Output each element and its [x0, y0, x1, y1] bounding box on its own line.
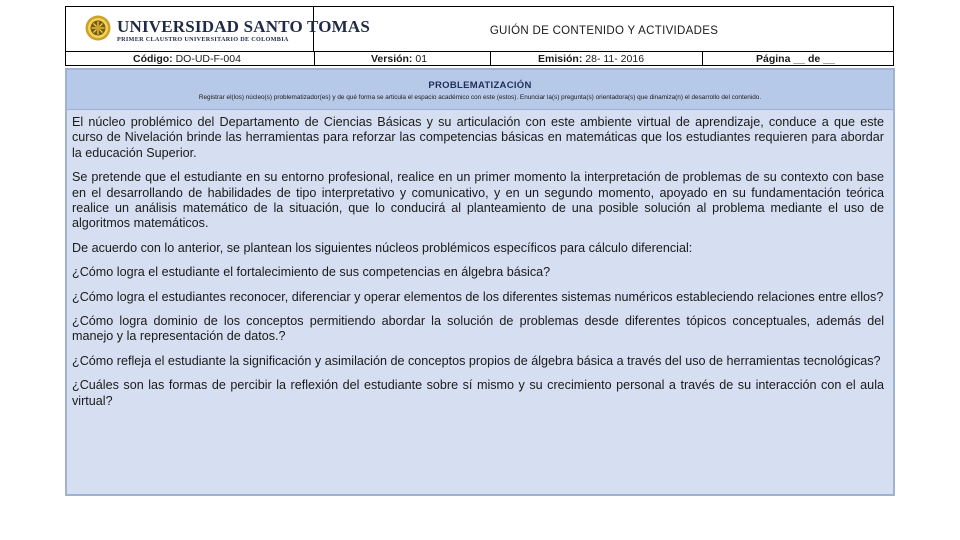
version-label: Versión:: [371, 53, 413, 65]
university-seal-icon: [85, 15, 111, 41]
guiding-question: ¿Cuáles son las formas de percibir la reflexión del estudiante sobre sí mismo y su crecimiento personal a través de su interacción con el aula virtual?: [72, 378, 884, 408]
header-top-row: [66, 7, 893, 52]
emission-value: 28- 11- 2016: [585, 53, 645, 65]
lead-in-paragraph: De acuerdo con lo anterior, se plantean los siguientes núcleos problémicos específicos para cálculo diferencial:: [72, 240, 693, 255]
university-name: UNIVERSIDAD SANTO TOMAS: [117, 17, 371, 36]
context-paragraph: Se pretende que el estudiante en su entorno profesional, realice en un primer momento la interpretación de problemas de su contexto con base en el desarrollando de habilidades de tipo interpretativo y comunicativo, y en un segundo momento, apoyado en su fundamentación teórica realice un análisis matemático de la situación, que lo conducirá al planteamiento de una posible solución al problema mediante el uso de algoritmos matemáticos.: [72, 170, 884, 231]
page-label: Página __ de __: [756, 53, 835, 65]
document-version: [371, 52, 427, 66]
meta-divider: [490, 52, 491, 66]
problematizacion-panel: [65, 68, 895, 496]
meta-divider: [314, 52, 315, 66]
guiding-question: ¿Cómo refleja el estudiante la significación y asimilación de conceptos propios de álgebra básica a través del uso de herramientas tecnológicas?: [72, 353, 881, 368]
page-number: [756, 52, 835, 66]
guiding-question: ¿Cómo logra dominio de los conceptos permitiendo abordar la solución de problemas desde diferentes tópicos conceptuales, además del manejo y la representación de datos.?: [72, 314, 884, 344]
document-title: GUIÓN DE CONTENIDO Y ACTIVIDADES: [489, 25, 719, 37]
guiding-question: ¿Cómo logra el estudiantes reconocer, diferenciar y operar elementos de los diferentes sistemas numéricos estableciendo relaciones entre ellos?: [72, 289, 884, 304]
university-logo: [66, 7, 371, 51]
header-meta-row: [66, 52, 893, 66]
university-tagline: PRIMER CLAUSTRO UNIVERSITARIO DE COLOMBIA: [117, 36, 289, 43]
version-value: 01: [415, 53, 428, 65]
panel-body: [72, 115, 884, 418]
document-code: [133, 52, 241, 66]
document-header: [65, 6, 894, 66]
panel-header: [67, 70, 893, 110]
section-title: PROBLEMATIZACIÓN: [428, 80, 532, 91]
intro-paragraph: El núcleo problémico del Departamento de Ciencias Básicas y su articulación con este ambiente virtual de aprendizaje, conduce a que este curso de Nivelación brinde las herramientas para reforzar las competencias básicas en matemáticas que los estudiantes requieren para abordar la educación Superior.: [72, 115, 884, 160]
code-value: DO-UD-F-004: [175, 53, 241, 65]
section-instruction: Registrar el(los) núcleo(s) problematizador(es) y de qué forma se articula el espacio académico con este (estos). Enunciar la(s) pregunta(s) orientadora(s) que dinamiza(n) el desarrollo del contenido.: [198, 94, 762, 101]
guiding-question: ¿Cómo logra el estudiante el fortalecimiento de sus competencias en álgebra básica?: [72, 265, 551, 280]
emission-label: Emisión:: [538, 53, 583, 65]
code-label: Código:: [133, 53, 173, 65]
document-emission: [538, 52, 644, 66]
meta-divider: [702, 52, 703, 66]
